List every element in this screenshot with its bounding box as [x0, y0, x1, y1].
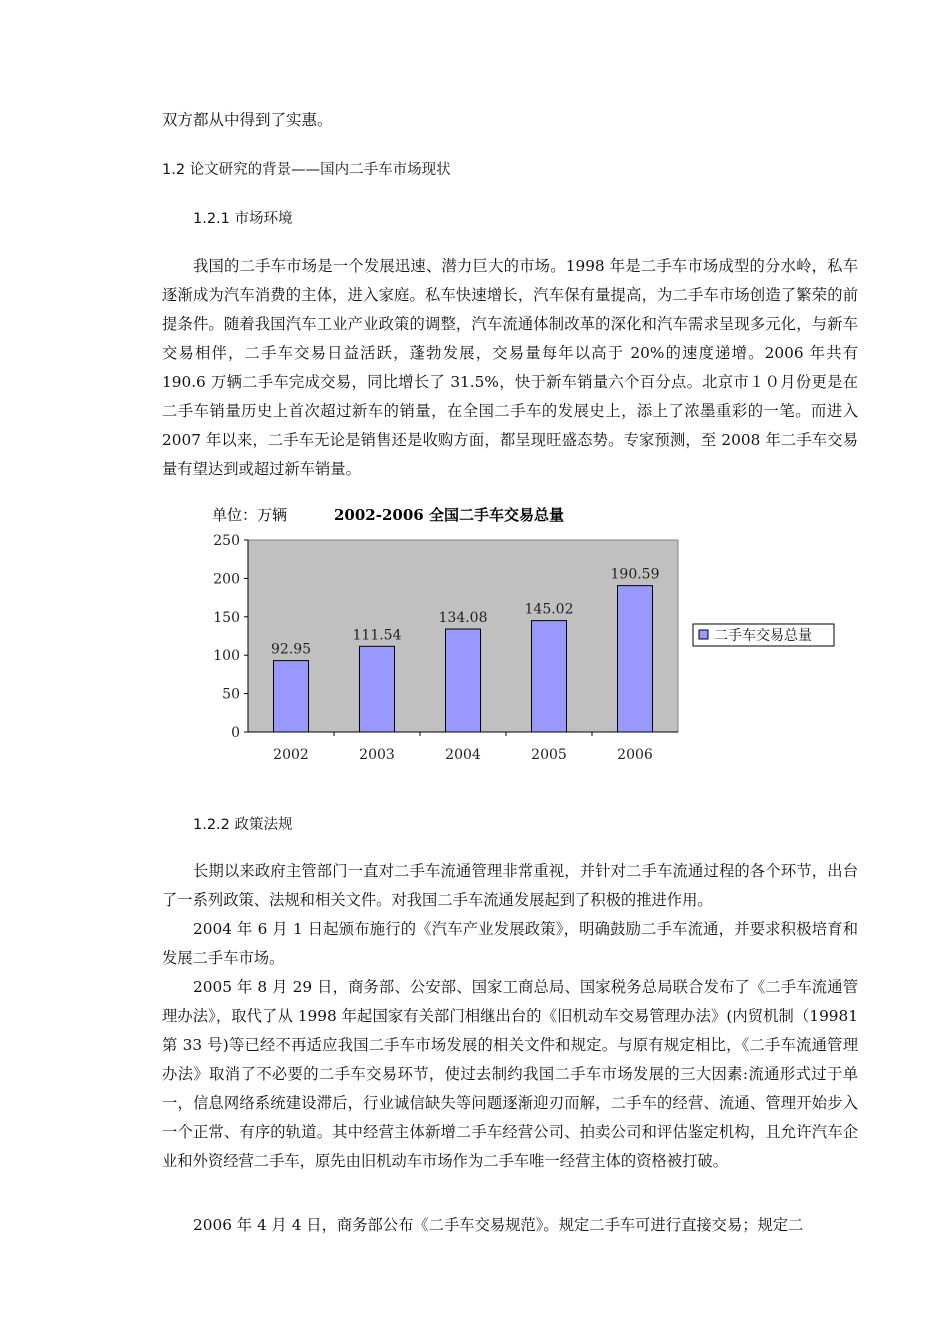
data-label: 92.95: [270, 641, 312, 658]
y-tick-label: 0: [231, 725, 240, 741]
y-tick-label: 200: [213, 571, 240, 588]
bar: [446, 629, 481, 732]
bar: [618, 586, 653, 732]
data-label: 134.08: [438, 610, 488, 627]
subsection-heading-1-2-1: 1.2.1 市场环境: [193, 211, 293, 227]
bar: [360, 646, 395, 732]
paragraph-market-environment: 我国的二手车市场是一个发展迅速、潜力巨大的市场。1998 年是二手车市场成型的分水岭，私车逐渐成为汽车消费的主体，进入家庭。私车快速增长，汽车保有量提高，为二手车市场创造了繁荣的前提条件。随着我国汽车工业产业政策的调整，汽车流通体制改革的深化和汽车需求呈现多元化，与新车交易相伴，二手车交易日益活跃，蓬勃发展，交易量每年以高于 20%的速度递增。2006 年共有 190.6 万辆二手车完成交易，同比增长了 31.5%，快于新车销量六个百分点。北京市１０月份更是在二手车销量历史上首次超过新车的销量，在全国二手车的发展史上，添上了浓墨重彩的一笔。而进入 2007 年以来，二手车无论是销售还是收购方面，都呈现旺盛态势。专家预测，至 2008 年二手车交易量有望达到或超过新车销量。: [162, 257, 858, 478]
y-tick-label: 100: [213, 648, 240, 665]
x-axis: [248, 732, 678, 763]
data-label: 190.59: [610, 566, 660, 583]
legend-label: 二手车交易总量: [714, 628, 812, 644]
paragraph-policy-1: 长期以来政府主管部门一直对二手车流通管理非常重视，并针对二手车流通过程的各个环节，出台了一系列政策、法规和相关文件。对我国二手车流通发展起到了积极的推进作用。: [162, 862, 858, 909]
bar: [274, 661, 309, 732]
data-label: 111.54: [352, 627, 402, 644]
y-axis: [213, 533, 248, 741]
paragraph-policy-4: 2006 年 4 月 4 日，商务部公布《二手车交易规范》。规定二手车可进行直接交易；规定二: [193, 1216, 804, 1234]
x-tick-label: 2006: [617, 747, 653, 763]
chart-unit-label: 单位：万辆: [212, 506, 288, 524]
data-label: 145.02: [524, 601, 574, 618]
legend-swatch: [699, 630, 708, 639]
x-tick-label: 2002: [273, 747, 309, 763]
bar: [532, 621, 567, 732]
paragraph-policy-3: 2005 年 8 月 29 日，商务部、公安部、国家工商总局、国家税务总局联合发布了《二手车流通管理办法》，取代了从 1998 年起国家有关部门相继出台的《旧机动车交易管理办法》(内贸机制（19981 第 33 号)等已经不再适应我国二手车市场发展的相关文件和规定。与原有规定相比，《二手车流通管理办法》取消了不必要的二手车交易环节，使过去制约我国二手车市场发展的三大因素:流通形式过于单一，信息网络系统建设滞后，行业诚信缺失等问题逐渐迎刃而解，二手车的经营、流通、管理开始步入一个正常、有序的轨道。其中经营主体新增二手车经营公司、拍卖公司和评估鉴定机构，且允许汽车企业和外资经营二手车，原先由旧机动车市场作为二手车唯一经营主体的资格被打破。: [162, 978, 858, 1170]
section-heading-1-2: 1.2 论文研究的背景——国内二手车市场现状: [162, 162, 451, 178]
bar-chart: [200, 498, 850, 770]
subsection-heading-1-2-2: 1.2.2 政策法规: [193, 817, 293, 833]
paragraph-fragment: 双方都从中得到了实惠。: [162, 111, 333, 129]
y-tick-label: 250: [213, 533, 240, 549]
x-tick-label: 2004: [445, 747, 481, 763]
x-tick-label: 2005: [531, 747, 567, 763]
chart-title: 2002-2006 全国二手车交易总量: [334, 506, 564, 524]
y-tick-label: 150: [213, 609, 240, 626]
paragraph-policy-2: 2004 年 6 月 1 日起颁布施行的《汽车产业发展政策》，明确鼓励二手车流通，并要求积极培育和发展二手车市场。: [162, 920, 858, 967]
y-tick-label: 50: [222, 686, 240, 703]
chart-legend: [693, 624, 834, 646]
x-tick-label: 2003: [359, 747, 395, 763]
